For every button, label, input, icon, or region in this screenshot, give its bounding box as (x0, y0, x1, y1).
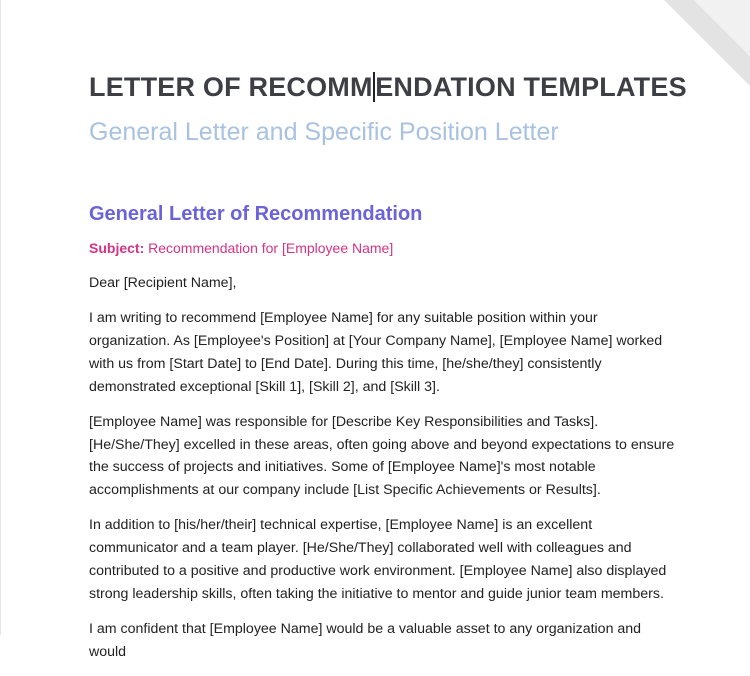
subject-text: Recommendation for [Employee Name] (148, 240, 394, 256)
document-title[interactable] (89, 72, 687, 103)
section-heading[interactable]: General Letter of Recommendation (89, 203, 423, 225)
title-text-after-cursor: ENDATION TEMPLATES (375, 72, 687, 102)
paragraph: [Employee Name] was responsible for [Describe Key Responsibilities and Tasks]. [He/She/They] excelled in these areas, often going above and beyond expectations to ensure the success of projects and initiatives. Some of [Employee Name]'s most notable accomplishments at our company include [List Specific Achievements or Results]. (89, 413, 675, 499)
paragraph: In addition to [his/her/their] technical expertise, [Employee Name] is an excellent communicator and a team player. [He/She/They] collaborated well with colleagues and contributed to a positive and productive work environment. [Employee Name] also displayed strong leadership skills, often taking the initiative to mentor and guide junior team members. (89, 517, 667, 602)
paragraph: I am writing to recommend [Employee Name] for any suitable position within your organization. As [Employee's Position] at [Your Company Name], [Employee Name] worked with us from [Start Date] to [End Date]. During this time, [he/she/they] consistently demonstrated exceptional [Skill 1], [Skill 2], and [Skill 3]. (89, 310, 663, 395)
letter-body[interactable] (89, 272, 679, 676)
subject-line[interactable] (89, 240, 393, 256)
subject-label: Subject: (89, 240, 145, 256)
title-text-before-cursor: LETTER OF RECOMM (89, 72, 373, 102)
salutation: Dear [Recipient Name], (89, 275, 237, 291)
paragraph: I am confident that [Employee Name] would be a valuable asset to any organization and would (89, 620, 642, 660)
document-subtitle[interactable]: General Letter and Specific Position Letter (89, 118, 559, 146)
